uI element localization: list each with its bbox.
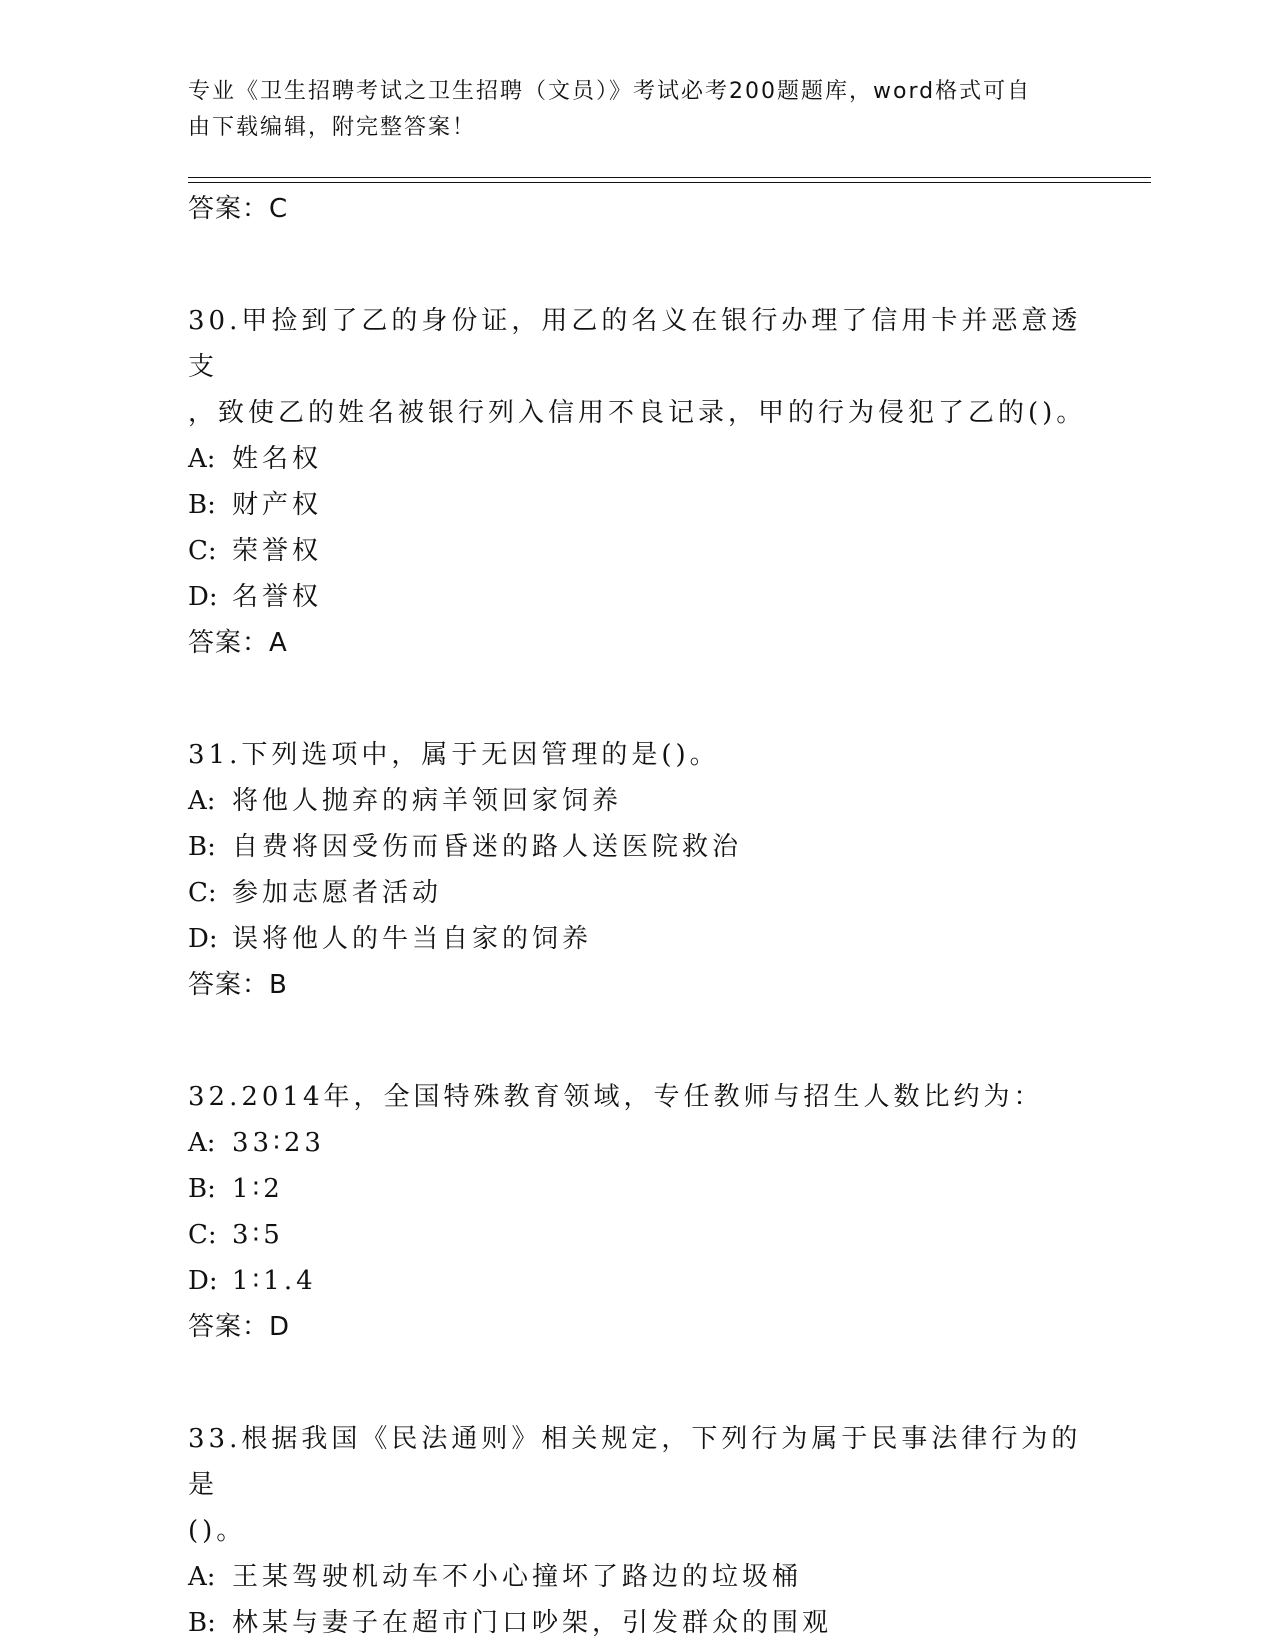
question-list [188,186,1088,1646]
question-31-text [188,732,1088,778]
question-30-option-c: C: 荣誉权 [188,536,323,566]
question-31 [188,732,1088,1008]
header-divider-bottom [188,182,1151,183]
question-33-line-1: 33.根据我国《民法通则》相关规定，下列行为属于民事法律行为的是 [188,1424,1082,1500]
question-31-option-d: D: 误将他人的牛当自家的饲养 [188,924,593,954]
spacer [188,1350,1088,1416]
question-30-option-d: D: 名誉权 [188,582,323,612]
header-line-2: 由下载编辑，附完整答案！ [188,115,477,140]
spacer [188,232,1088,298]
question-31-option-a: A: 将他人抛弃的病羊领回家饲养 [188,786,623,816]
question-30-line-1: 30.甲捡到了乙的身份证，用乙的名义在银行办理了信用卡并恶意透支 [188,306,1082,382]
question-32-option-d: D: 1∶1.4 [188,1266,317,1296]
spacer [188,1008,1088,1074]
header-line-1: 专业《卫生招聘考试之卫生招聘（文员）》考试必考200题题库，word格式可自 [188,79,1032,104]
question-32-line-1: 32.2014年，全国特殊教育领域，专任教师与招生人数比约为： [188,1082,1044,1112]
spacer [188,666,1088,732]
question-31-line-1: 31.下列选项中，属于无因管理的是()。 [188,740,720,770]
question-33-text [188,1416,1088,1554]
header-divider-top [188,177,1151,178]
answer-prev: 答案：C [188,194,289,224]
question-32-option-a: A: 33∶23 [188,1128,325,1158]
question-33-option-b: B: 林某与妻子在超市门口吵架，引发群众的围观 [188,1608,833,1638]
question-32 [188,1074,1088,1350]
question-33 [188,1416,1088,1646]
question-32-answer: 答案：D [188,1312,291,1342]
question-33-line-2: ()。 [188,1516,247,1546]
question-30-text [188,298,1088,436]
question-30-option-b: B: 财产权 [188,490,323,520]
question-30-option-a: A: 姓名权 [188,444,323,474]
question-33-option-a: A: 王某驾驶机动车不小心撞坏了路边的垃圾桶 [188,1562,803,1592]
question-32-option-b: B: 1∶2 [188,1174,284,1204]
question-31-option-c: C: 参加志愿者活动 [188,878,443,908]
question-32-text [188,1074,1088,1120]
document-header [188,74,1088,146]
question-30-line-2: ，致使乙的姓名被银行列入信用不良记录，甲的行为侵犯了乙的()。 [188,398,1087,428]
question-31-answer: 答案：B [188,970,288,1000]
question-30-answer: 答案：A [188,628,288,658]
question-30 [188,298,1088,666]
question-32-option-c: C: 3∶5 [188,1220,284,1250]
question-31-option-b: B: 自费将因受伤而昏迷的路人送医院救治 [188,832,743,862]
